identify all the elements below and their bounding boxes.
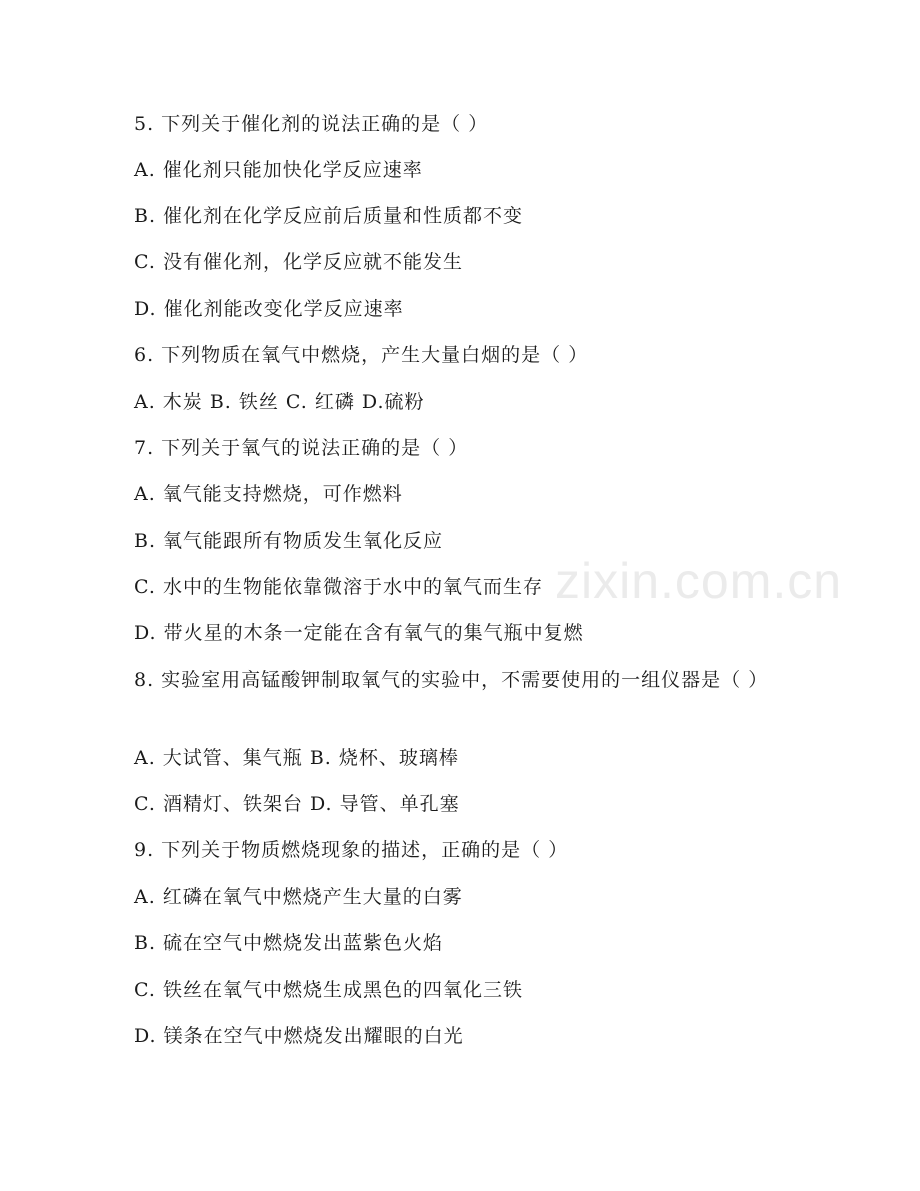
question-5-stem: 5. 下列关于催化剂的说法正确的是（ ）	[134, 113, 489, 135]
question-9-option-d: D. 镁条在空气中燃烧发出耀眼的白光	[134, 1025, 464, 1047]
question-6-stem: 6. 下列物质在氧气中燃烧，产生大量白烟的是（ ）	[134, 344, 589, 366]
question-8-options-ab: A. 大试管、集气瓶 B. 烧杯、玻璃棒	[134, 747, 459, 769]
question-6-options: A. 木炭 B. 铁丝 C. 红磷 D.硫粉	[134, 391, 425, 413]
question-5-option-c: C. 没有催化剂，化学反应就不能发生	[134, 251, 463, 273]
question-9-stem: 9. 下列关于物质燃烧现象的描述，正确的是（ ）	[134, 839, 569, 861]
watermark: zixin.com.cn	[555, 553, 843, 609]
question-8-options-cd: C. 酒精灯、铁架台 D. 导管、单孔塞	[134, 793, 460, 815]
question-7-option-a: A. 氧气能支持燃烧，可作燃料	[134, 483, 403, 505]
question-7-option-c: C. 水中的生物能依靠微溶于水中的氧气而生存	[134, 576, 543, 598]
question-9-option-c: C. 铁丝在氧气中燃烧生成黑色的四氧化三铁	[134, 979, 523, 1001]
question-5-option-a: A. 催化剂只能加快化学反应速率	[134, 159, 423, 181]
question-8-stem: 8. 实验室用高锰酸钾制取氧气的实验中，不需要使用的一组仪器是（ ）	[134, 669, 769, 691]
question-7-stem: 7. 下列关于氧气的说法正确的是（ ）	[134, 437, 469, 459]
question-7-option-d: D. 带火星的木条一定能在含有氧气的集气瓶中复燃	[134, 622, 584, 644]
question-5-option-b: B. 催化剂在化学反应前后质量和性质都不变	[134, 205, 524, 227]
question-9-option-a: A. 红磷在氧气中燃烧产生大量的白雾	[134, 886, 463, 908]
question-9-option-b: B. 硫在空气中燃烧发出蓝紫色火焰	[134, 932, 444, 954]
question-7-option-b: B. 氧气能跟所有物质发生氧化反应	[134, 530, 444, 552]
question-5-option-d: D. 催化剂能改变化学反应速率	[134, 298, 404, 320]
